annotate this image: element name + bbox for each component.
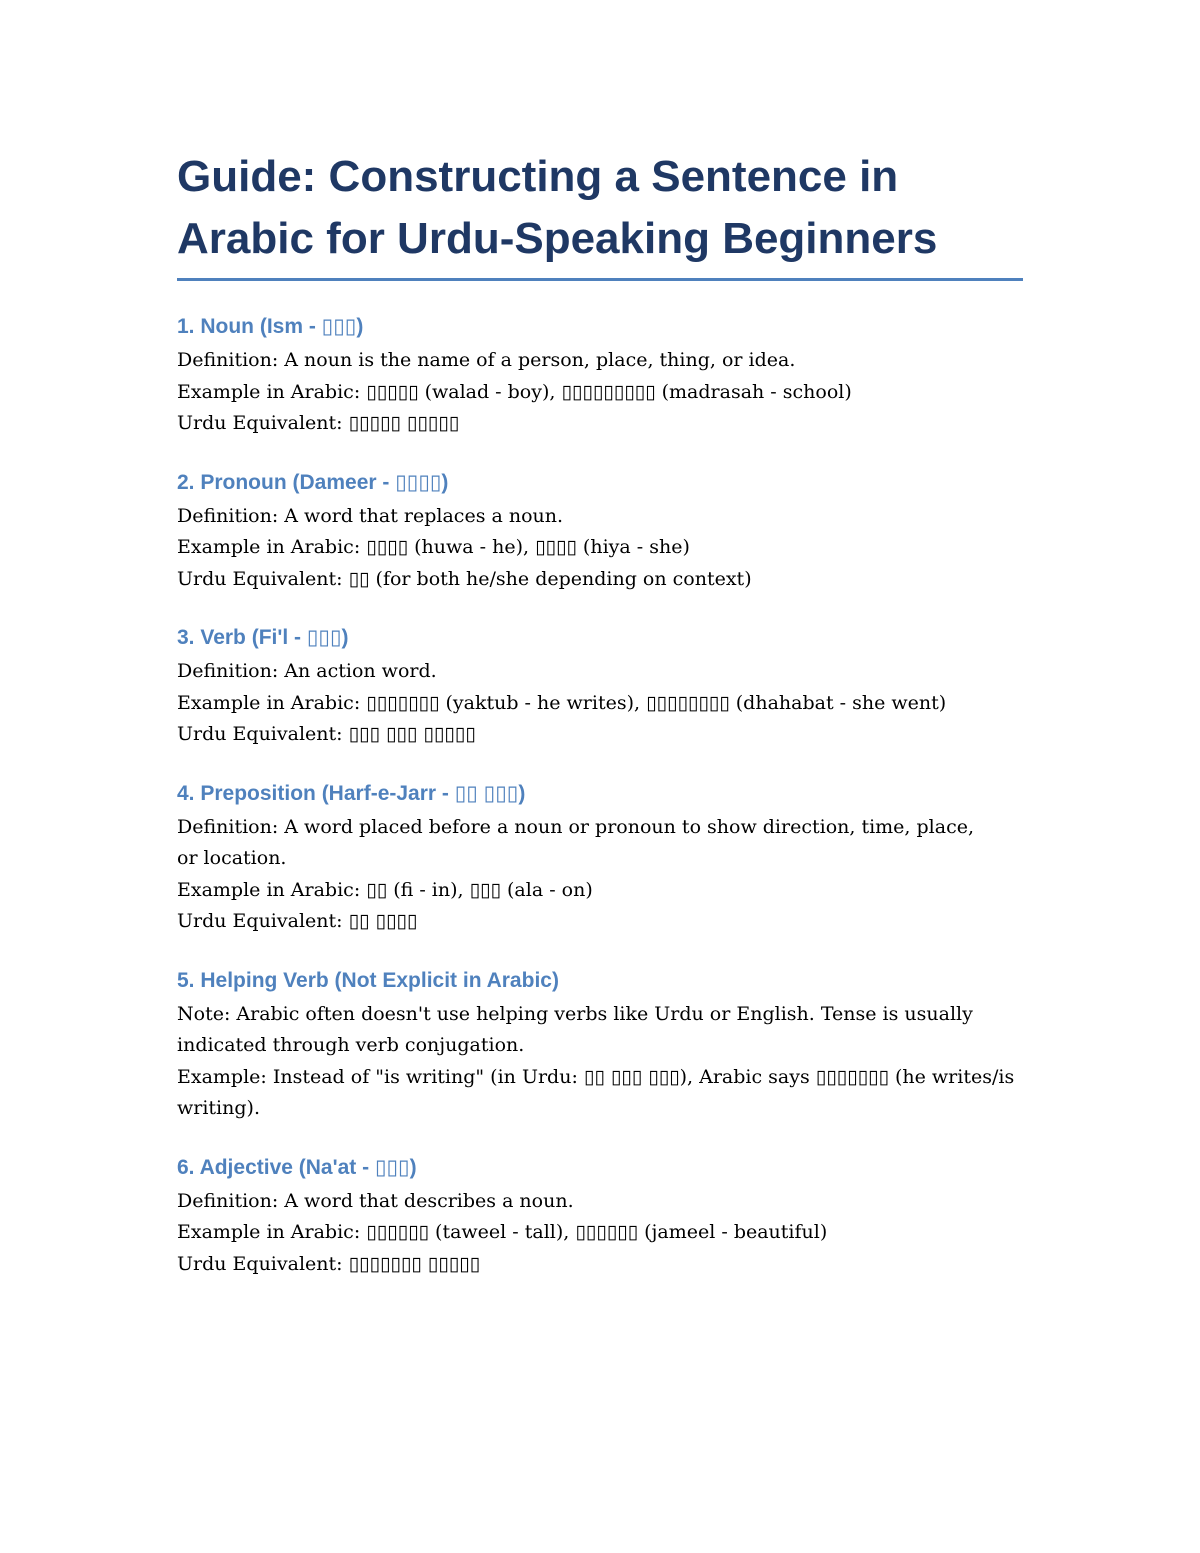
section-helping-verb	[177, 966, 1023, 1125]
section-line: Example in Arabic: ▯▯▯▯▯▯▯ (yaktub - he writes), ▯▯▯▯▯▯▯▯ (dhahabat - she went)	[177, 691, 947, 714]
section-line: Definition: A word that replaces a noun.	[177, 504, 564, 527]
section-heading: 6. Adjective (Na'at - ▯▯▯)	[177, 1155, 417, 1179]
section-adjective	[177, 1153, 1023, 1281]
section-line: or location.	[177, 847, 287, 869]
section-line: Urdu Equivalent: ▯▯▯▯▯ ▯▯▯▯▯	[177, 412, 460, 434]
section-line: Example in Arabic: ▯▯▯▯▯ (walad - boy), ▯▯▯▯▯▯▯▯▯ (madrasah - school)	[177, 380, 852, 403]
section-preposition	[177, 779, 1023, 938]
section-line: Definition: A noun is the name of a person, place, thing, or idea.	[177, 349, 796, 371]
section-line: Definition: A word placed before a noun or pronoun to show direction, time, place,	[177, 815, 974, 838]
section-line: Example: Instead of "is writing" (in Urdu: ▯▯ ▯▯▯ ▯▯▯), Arabic says ▯▯▯▯▯▯▯ (he writes/is	[177, 1065, 1015, 1088]
section-line: Urdu Equivalent: ▯▯▯▯▯▯▯ ▯▯▯▯▯	[177, 1252, 481, 1275]
section-verb	[177, 623, 1023, 751]
section-line: writing).	[177, 1097, 260, 1119]
section-noun	[177, 312, 1023, 440]
section-line: Definition: An action word.	[177, 660, 437, 682]
section-line: Example in Arabic: ▯▯▯▯▯▯ (taweel - tall), ▯▯▯▯▯▯ (jameel - beautiful)	[177, 1221, 828, 1243]
section-line: Urdu Equivalent: ▯▯▯ ▯▯▯ ▯▯▯▯▯	[177, 723, 476, 745]
section-line: Definition: A word that describes a noun.	[177, 1189, 574, 1212]
section-line: Urdu Equivalent: ▯▯ (for both he/she depending on context)	[177, 567, 752, 590]
section-heading: 3. Verb (Fi'l - ▯▯▯)	[177, 626, 349, 649]
section-line: Example in Arabic: ▯▯ (fi - in), ▯▯▯ (ala - on)	[177, 878, 593, 901]
section-heading: 5. Helping Verb (Not Explicit in Arabic)	[177, 968, 559, 992]
document-title: Guide: Constructing a Sentence in Arabic for Urdu-Speaking Beginners	[177, 146, 1023, 281]
section-line: indicated through verb conjugation.	[177, 1034, 525, 1056]
section-line: Note: Arabic often doesn't use helping verbs like Urdu or English. Tense is usually	[177, 1002, 973, 1025]
section-heading: 1. Noun (Ism - ▯▯▯)	[177, 315, 364, 338]
document-content	[177, 146, 1023, 1280]
section-heading: 4. Preposition (Harf-e-Jarr - ▯▯ ▯▯▯)	[177, 781, 526, 805]
section-heading: 2. Pronoun (Dameer - ▯▯▯▯)	[177, 470, 449, 494]
section-pronoun	[177, 468, 1023, 596]
section-line: Urdu Equivalent: ▯▯ ▯▯▯▯	[177, 910, 418, 932]
section-line: Example in Arabic: ▯▯▯▯ (huwa - he), ▯▯▯▯ (hiya - she)	[177, 536, 690, 558]
